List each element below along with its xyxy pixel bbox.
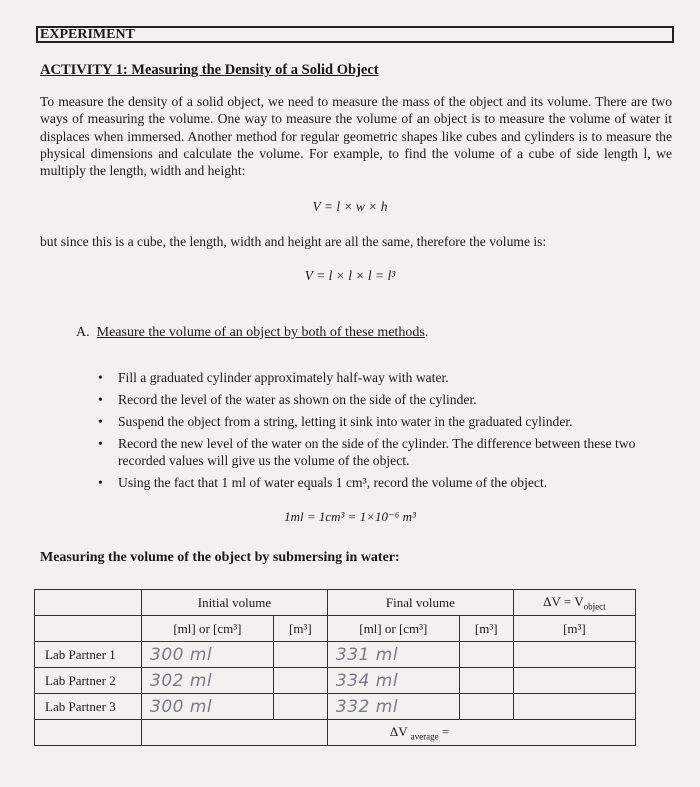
bullet-icon: • bbox=[98, 370, 103, 385]
empty-cell bbox=[35, 720, 142, 746]
average-cell[interactable]: ΔV $_{average}$ = bbox=[327, 720, 635, 746]
average-row bbox=[35, 720, 636, 746]
table-row bbox=[35, 642, 636, 668]
final-ml-cell[interactable]: 334 ml bbox=[327, 668, 459, 694]
section-banner: EXPERIMENT bbox=[36, 26, 674, 43]
initial-ml-cell[interactable]: 302 ml bbox=[142, 668, 274, 694]
empty-cell bbox=[142, 720, 328, 746]
initial-ml-cell[interactable]: 300 ml bbox=[142, 642, 274, 668]
table-row bbox=[35, 668, 636, 694]
section-a-heading: A. Measure the volume of an object by both of these methods. bbox=[76, 325, 429, 340]
delta-cell[interactable] bbox=[513, 642, 635, 668]
table-units-row bbox=[35, 616, 636, 642]
list-item: • Using the fact that 1 ml of water equals 1 cm³, record the volume of the object. bbox=[98, 475, 548, 490]
list-item: • Fill a graduated cylinder approximately half-way with water. bbox=[98, 370, 449, 385]
cube-volume-formula: V = l × l × l = l³ bbox=[304, 268, 396, 283]
bullet-icon: • bbox=[98, 392, 103, 407]
row-label: Lab Partner 3 bbox=[35, 694, 142, 720]
unit-ml: [ml] or [cm³] bbox=[142, 616, 274, 642]
bullet-icon: • bbox=[98, 475, 103, 490]
final-ml-cell[interactable]: 331 ml bbox=[327, 642, 459, 668]
section-a-title: Measure the volume of an object by both of these methods bbox=[96, 325, 425, 340]
initial-m3-cell[interactable] bbox=[273, 668, 327, 694]
unit-m3: [m³] bbox=[459, 616, 513, 642]
initial-volume-header: Initial volume bbox=[142, 590, 328, 616]
intro-paragraph: To measure the density of a solid object, we need to measure the mass of the object and its volume. There are two ways of measuring the volume. One way to measure the volume of an object is to measure the volume of water it displaces when immersed. Another method for regular geometric shapes like cubes and cylinders is to measure the physical dimensions and calculate the volume. For example, to find the volume of a cube of side length l, we multiply the length, width and height: bbox=[40, 94, 672, 179]
bullet-icon: • bbox=[98, 414, 103, 429]
empty-cell bbox=[35, 590, 142, 616]
table-heading: Measuring the volume of the object by submersing in water: bbox=[40, 550, 400, 565]
final-ml-cell[interactable]: 332 ml bbox=[327, 694, 459, 720]
volume-formula: V = l × w × h bbox=[312, 199, 388, 214]
section-a-letter: A. bbox=[76, 325, 90, 340]
list-item: • Record the level of the water as shown on the side of the cylinder. bbox=[98, 392, 477, 407]
final-volume-header: Final volume bbox=[327, 590, 513, 616]
initial-ml-cell[interactable]: 300 ml bbox=[142, 694, 274, 720]
list-item: • Suspend the object from a string, letting it sink into water in the graduated cylinder. bbox=[98, 414, 573, 429]
initial-m3-cell[interactable] bbox=[273, 694, 327, 720]
row-label: Lab Partner 1 bbox=[35, 642, 142, 668]
final-m3-cell[interactable] bbox=[459, 694, 513, 720]
table-header-row bbox=[35, 590, 636, 616]
volume-table bbox=[34, 589, 636, 746]
delta-header: $\Delta V = V_{object}$ bbox=[513, 590, 635, 616]
row-label: Lab Partner 2 bbox=[35, 668, 142, 694]
unit-m3: [m³] bbox=[513, 616, 635, 642]
unit-ml: [ml] or [cm³] bbox=[327, 616, 459, 642]
list-item: • Record the new level of the water on the side of the cylinder. The difference between these two recorded values will give us the volume of the object. bbox=[98, 436, 636, 468]
procedure-list bbox=[94, 369, 674, 496]
final-m3-cell[interactable] bbox=[459, 668, 513, 694]
table-row bbox=[35, 694, 636, 720]
delta-cell[interactable] bbox=[513, 668, 635, 694]
activity-title: ACTIVITY 1: Measuring the Density of a Solid Object bbox=[40, 62, 379, 78]
initial-m3-cell[interactable] bbox=[273, 642, 327, 668]
empty-cell bbox=[35, 616, 142, 642]
delta-cell[interactable] bbox=[513, 694, 635, 720]
final-m3-cell[interactable] bbox=[459, 642, 513, 668]
unit-conversion-formula: 1ml = 1cm³ = 1×10⁻⁶ m³ bbox=[284, 509, 416, 524]
bullet-icon: • bbox=[98, 436, 103, 451]
unit-m3: [m³] bbox=[273, 616, 327, 642]
cube-explanation: but since this is a cube, the length, width and height are all the same, therefore the volume is: bbox=[40, 234, 547, 249]
